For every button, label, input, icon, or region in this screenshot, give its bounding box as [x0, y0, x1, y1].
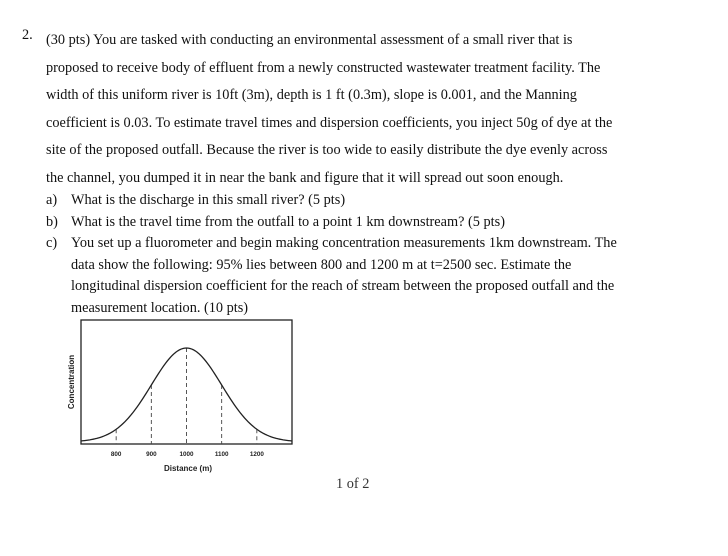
subpart-text: What is the discharge in this small river? (5 pts) — [71, 192, 346, 208]
problem-number: 2. — [22, 27, 33, 43]
statement-line: proposed to receive body of effluent from a newly constructed wastewater treatment facility. The — [46, 59, 601, 76]
problem-statement — [46, 27, 696, 192]
y-axis-label: Concentration — [67, 354, 76, 410]
subpart-text: data show the following: 95% lies between 800 and 1200 m at t=2500 sec. Estimate the — [71, 256, 572, 273]
x-tick-label: 800 — [110, 451, 122, 458]
subpart-text: measurement location. (10 pts) — [71, 299, 249, 316]
subpart-label: b) — [46, 214, 58, 230]
statement-line: site of the proposed outfall. Because the river is too wide to easily distribute the dye evenly across — [46, 142, 608, 158]
statement-line: the channel, you dumped it in near the bank and figure that it will spread out soon enough. — [46, 169, 564, 186]
x-tick-label: 900 — [146, 451, 157, 458]
page-number: 1 of 2 — [336, 476, 370, 492]
x-tick-label: 1000 — [179, 451, 194, 458]
subpart-text: longitudinal dispersion coefficient for the reach of stream between the proposed outfall and the — [71, 278, 615, 294]
subpart-text: What is the travel time from the outfall to a point 1 km downstream? (5 pts) — [71, 214, 505, 230]
x-tick-label: 1100 — [214, 451, 229, 458]
statement-line: (30 pts) You are tasked with conducting an environmental assessment of a small river that is — [46, 32, 573, 48]
concentration-chart — [62, 318, 294, 480]
subpart-text: You set up a fluorometer and begin making concentration measurements 1km downstream. The — [71, 235, 617, 251]
x-tick-label: 1200 — [249, 451, 264, 458]
concentration-figure — [62, 318, 294, 480]
statement-line: width of this uniform river is 10ft (3m), depth is 1 ft (0.3m), slope is 0.001, and the Manning — [46, 87, 577, 103]
subpart-label: c) — [46, 235, 58, 251]
subpart-label: a) — [46, 192, 58, 208]
x-axis-label: Distance (m) — [163, 464, 213, 473]
statement-line: coefficient is 0.03. To estimate travel times and dispersion coefficients, you inject 50g of dye at the — [46, 114, 613, 131]
